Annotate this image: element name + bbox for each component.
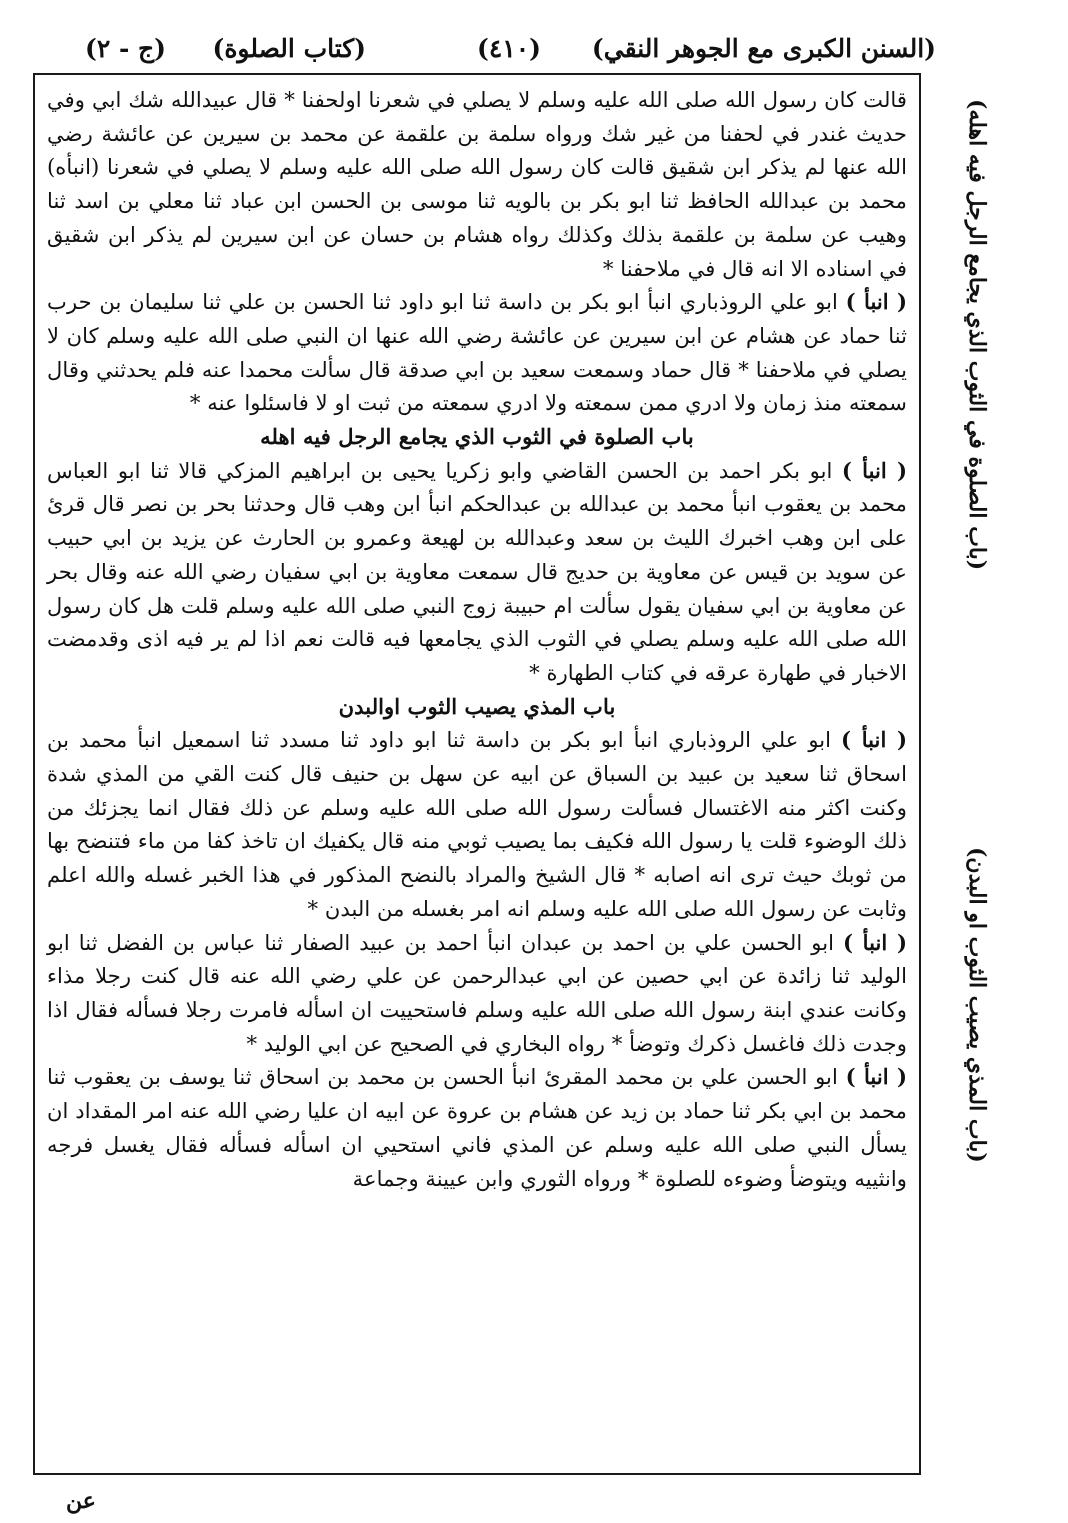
main-text	[47, 83, 907, 1465]
running-header	[36, 34, 936, 74]
margin-note-chapter-1: (باب الصلوة في الثوب الذي يجامع الرجل فيه اهله)	[964, 98, 990, 570]
text-frame	[33, 73, 921, 1475]
header-chapter: (كتاب الصلوة)	[212, 34, 366, 63]
paragraph-2	[47, 285, 907, 420]
paragraph-4-text: ابو علي الروذباري انبأ ابو بكر بن داسة ثنا ابو داود ثنا مسدد ثنا اسمعيل انبأ محمد بن اسحاق ثنا سعيد بن عبيد بن السباق عن ابيه عن سهل بن حنيف قال كنت القي من المذي شدة وكنت اكثر منه الاغتسال فسألت رسول الله صلى الله عليه وسلم عن ذلك فقال انما يجزئك من ذلك الوضوء قلت يا رسول الله فكيف بما يصيب ثوبي منه قال يكفيك ان تاخذ كفا من ماء فتنضح بها من ثوبك حيث ترى انه اصابه * قال الشيخ والمراد بالنضح المذكور في هذا الخبر غسله والله اعلم وثابت عن رسول الله صلى الله عليه وسلم انه امر بغسله من البدن *	[47, 727, 907, 921]
paragraph-4	[47, 723, 907, 925]
header-book-title: (السنن الكبرى مع الجوهر النقي)	[591, 34, 936, 63]
paragraph-6	[47, 1060, 907, 1195]
chapter-title-2: باب المذي يصيب الثوب اوالبدن	[338, 693, 616, 719]
margin-note-chapter-2: (باب المذي يصيب الثوب او البدن)	[964, 847, 990, 1163]
anba-marker: ( انبأ )	[841, 727, 907, 753]
anba-marker: ( انبأ )	[845, 289, 907, 315]
paragraph-2-text: ابو علي الروذباري انبأ ابو بكر بن داسة ثنا ابو داود ثنا الحسن بن علي ثنا سليمان بن حرب ثنا حماد عن هشام عن ابن سيرين عن عائشة رضي الله عنها ان النبي صلى الله عليه وسلم كان لا يصلي في ملاحفنا * قال حماد وسمعت سعيد بن ابي صدقة قال سألت محمدا عنه فلم يحدثني وقال سمعته منذ زمان ولا ادري ممن سمعته ولا ادري سمعته من ثبت او لا فاسئلوا عنه *	[47, 289, 907, 416]
header-volume: (ج - ٢)	[84, 34, 166, 63]
catchword: عن	[66, 1488, 96, 1514]
chapter-title-1: باب الصلوة في الثوب الذي يجامع الرجل فيه اهله	[260, 424, 694, 450]
anba-marker: ( انبأ )	[845, 1064, 907, 1090]
header-page-number: (٤١٠)	[477, 34, 541, 63]
anba-marker: ( انبأ )	[841, 457, 907, 483]
paragraph-1: قالت كان رسول الله صلى الله عليه وسلم لا يصلي في شعرنا اولحفنا * قال عبيدالله شك ابي وفي حديث غندر في لحفنا من غير شك ورواه سلمة بن علقمة عن محمد بن سيرين عن عائشة رضي الله عنها لم يذكر ابن شقيق قالت كان رسول الله صلى الله عليه وسلم لا يصلي في شعرنا (انبأه) محمد بن عبدالله الحافظ ثنا ابو بكر بن بالويه ثنا موسى بن الحسن ابن عباد ثنا معلي بن اسد ثنا وهيب عن سلمة بن علقمة بذلك وكذلك رواه هشام بن حسان عن ابن سيرين لم يذكر ابن شقيق في اسناده الا انه قال في ملاحفنا *	[47, 87, 907, 281]
paragraph-5-text: ابو الحسن علي بن احمد بن عبدان انبأ احمد بن عبيد الصفار ثنا عباس بن الفضل ثنا ابو الوليد ثنا زائدة عن ابي حصين عن ابي عبدالرحمن عن علي رضي الله عنه قال كنت رجلا مذاء وكانت عندي ابنة رسول الله صلى الله عليه وسلم فاستحييت ان اسأله فامرت رجلا فسأله فقال اذا وجدت ذلك فاغسل ذكرك وتوضأ * رواه البخاري في الصحيح عن ابي الوليد *	[47, 929, 907, 1056]
paragraph-3-text: ابو بكر احمد بن الحسن القاضي وابو زكريا يحيى بن ابراهيم المزكي قالا ثنا ابو العباس محمد بن يعقوب انبأ محمد بن عبدالله بن عبدالحكم انبأ ابن وهب قال وحدثنا بحر بن نصر قال قرئ على ابن وهب اخبرك الليث بن سعد وعبدالله بن لهيعة وعمرو بن الحارث عن يزيد بن ابي حبيب عن سويد بن قيس عن معاوية بن حديج قال سمعت معاوية بن ابي سفيان رضي الله عنه وقال بحر عن معاوية بن ابي سفيان يقول سألت ام حبيبة زوج النبي صلى الله عليه وسلم قلت هل كان رسول الله صلى الله عليه وسلم يصلي في الثوب الذي يجامعها فيه قالت نعم اذا لم ير فيه اذى وقدمضت الاخبار في طهارة عرقه في كتاب الطهارة *	[47, 457, 907, 685]
paragraph-3	[47, 454, 907, 690]
paragraph-6-text: ابو الحسن علي بن محمد المقرئ انبأ الحسن بن محمد بن اسحاق ثنا يوسف بن يعقوب ثنا محمد بن ابي بكر ثنا حماد بن زيد عن هشام بن عروة عن ابيه ان عليا رضي الله عنه امر المقداد ان يسأل النبي صلى الله عليه وسلم عن المذي فاني استحيي ان اسأله فسأله فقال يغسل فرجه وانثييه ويتوضأ وضوءه للصلوة * ورواه الثوري وابن عيينة وجماعة	[47, 1064, 907, 1191]
anba-marker: ( انبأ )	[843, 929, 907, 955]
paragraph-5	[47, 926, 907, 1061]
